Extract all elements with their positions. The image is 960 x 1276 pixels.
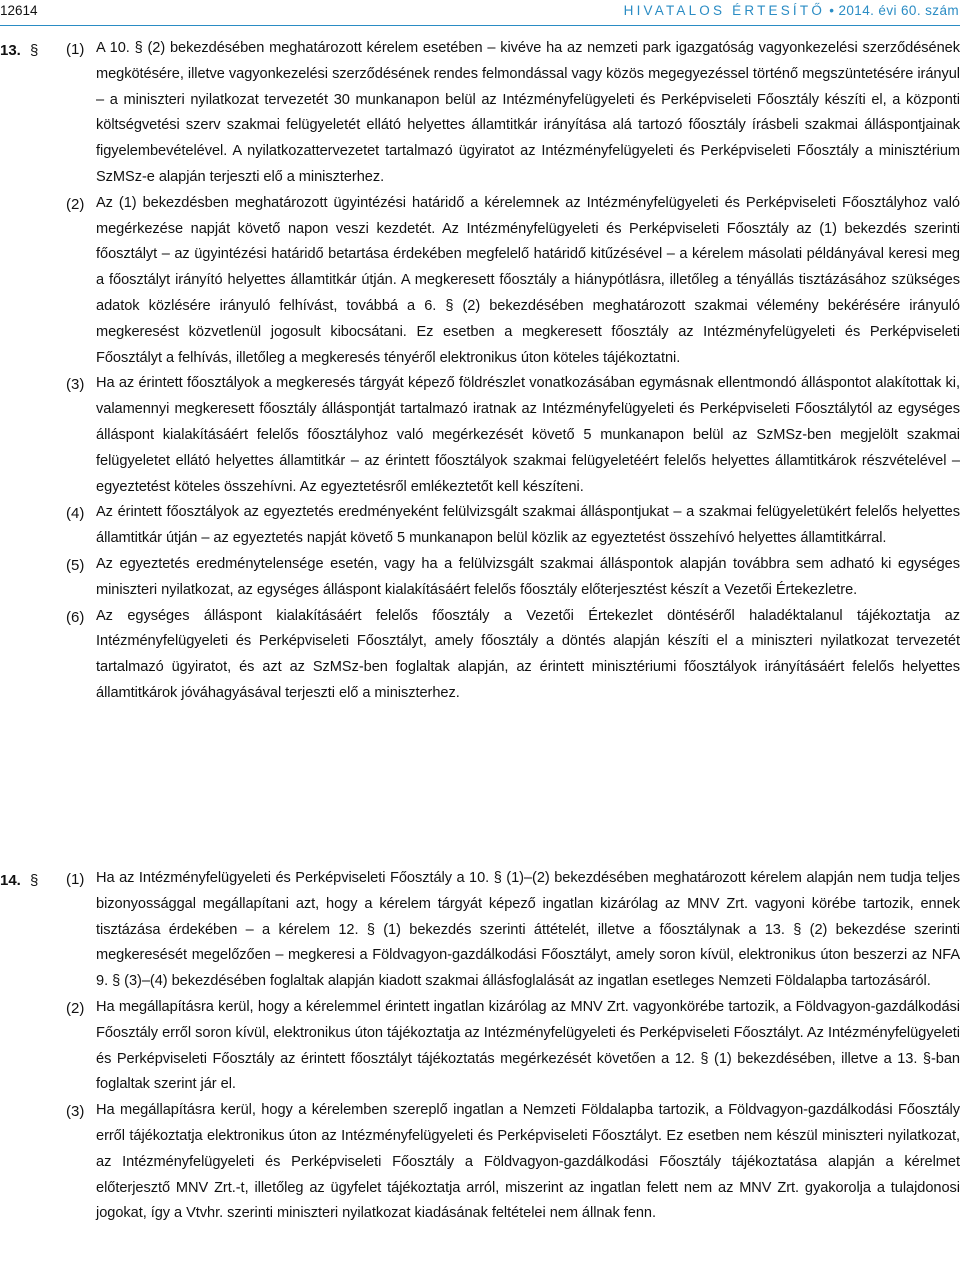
issue-label: 2014. évi 60. szám: [838, 3, 959, 18]
paragraph-14-3: [0, 1098, 960, 1227]
paragraph-13-4: [0, 500, 960, 552]
paragraph-number: (2): [66, 195, 85, 213]
paragraph-number: (4): [66, 505, 85, 523]
paragraph-number: (5): [66, 556, 85, 574]
separator-bullet: •: [829, 3, 835, 18]
paragraph-13-2: [0, 191, 960, 372]
paragraph-13-3: [0, 371, 960, 500]
paragraph-14-2: [0, 995, 960, 1098]
paragraph-text: A 10. § (2) bekezdésében meghatározott kérelem esetében – kivéve ha az nemzeti park igazgatóság vagyonkezelési szerződésének megkötésére, illetve vagyonkezelési szerződésének rendes felmondással vagy közös megegyezéssel történő megszüntetésére irányul – a miniszteri nyilatkozat tervezetét 30 munkanapon belül az Intézményfelügyeleti és Perképviseleti Főosztály készíti el, a központi költségvetési szerv szakmai felügyeletét ellátó helyettes államtitkár irányítása alá tartozó főosztály írásbeli szakmai álláspontjainak figyelembevételével. A nyilatkozattervezetet tartalmazó ügyiratot az Intézményfelügyeleti és Perképviseleti Főosztály a minisztérium SzMSz-e alapján terjeszti elő a miniszterhez.: [96, 40, 960, 185]
paragraph-number: (1): [66, 871, 85, 888]
journal-name: HIVATALOS ÉRTESÍTŐ: [623, 3, 826, 18]
section-13: [0, 36, 960, 707]
journal-title-line: [624, 3, 959, 18]
page-number: 12614: [0, 3, 38, 18]
section-number: 14.: [0, 872, 21, 889]
paragraph-14-1: [0, 866, 960, 995]
paragraph-text: Ha az Intézményfelügyeleti és Perképviseleti Főosztály a 10. § (1)–(2) bekezdésében meghatározott kérelem alapján nem tudja teljes bizonyossággal megállapítani azt, hogy a kérelem tárgyát képező ingatlan kizárólag az MNV Zrt. vagyoni körébe tartozik, ennek tisztázása érdekében – a kérelem 12. § (1) bekezdés szerinti áttételét, illetve a főosztálynak a 13. § (2) bekezdése szerinti megkeresését megelőzően – megkeresi a Földvagyon-gazdálkodási Főosztályt, amely soron kívül, elektronikus úton beszerzi az NFA 9. § (3)–(4) bekezdésében foglaltak alapján kiadott szakmai állásfoglalását az ingatlan esetleges Nemzeti Földalapba tartozásáról.: [96, 870, 960, 990]
page-header: [0, 0, 960, 28]
paragraph-number: (2): [66, 999, 85, 1017]
paragraph-number: (6): [66, 608, 85, 626]
paragraph-13-6: [0, 604, 960, 707]
paragraph-text: Az érintett főosztályok az egyeztetés eredményeként felülvizsgált szakmai álláspontjukat – a szakmai felügyeletükért felelős helyettes államtitkár útján – az egyeztetés napját követő 5 munkanapon belül közlik az egyeztetést összehívó helyettes államtitkárral.: [96, 504, 960, 547]
paragraph-number: (3): [66, 376, 85, 394]
paragraph-text: Az egységes álláspont kialakításáért felelős főosztály a Vezetői Értekezlet döntéséről haladéktalanul tájékoztatja az Intézményfelügyeleti és Perképviseleti Főosztályt, amely főosztály a döntés alapján készíti el a miniszteri nyilatkozat tervezetét tartalmazó ügyiratot, és azt az SzMSz-ben foglaltak alapján, az érintett minisztériumi főosztályok irányításáért felelős helyettes államtitkárok jóváhagyásával terjeszti elő a miniszterhez.: [96, 607, 960, 701]
paragraph-text: Ha megállapításra kerül, hogy a kérelemben szereplő ingatlan a Nemzeti Földalapba tartozik, a Földvagyon-gazdálkodási Főosztály erről tájékoztatja elektronikus úton az Intézményfelügyeleti és Perképviseleti Főosztályt. Ez esetben nem készül miniszteri nyilatkozat, az Intézményfelügyeleti és Perképviseleti Főosztály a Földvagyon-gazdálkodási Főosztály tájékoztatása alapján a kérelmet előterjesztő MNV Zrt.-t, illetőleg az ügyfelet tájékoztatja arról, miszerint az ingatlan felett nem az MNV Zrt. gyakorolja a tulajdonosi jogokat, így a Vtvhr. szerinti miniszteri nyilatkozat kiadásának feltételei nem állnak fenn.: [96, 1102, 960, 1222]
paragraph-text: Az egyeztetés eredménytelensége esetén, vagy ha a felülvizsgált szakmai álláspontok alapján továbbra sem adható ki egységes miniszteri nyilatkozat, az egységes álláspont kialakításáért felelős főosztály előterjesztést készít a Vezetői Értekezletre.: [96, 555, 960, 598]
section-sign: §: [30, 42, 39, 59]
header-rule: [0, 25, 960, 26]
paragraph-13-5: [0, 552, 960, 604]
paragraph-text: Az (1) bekezdésben meghatározott ügyintézési határidő a kérelemnek az Intézményfelügyeleti és Perképviseleti Főosztályhoz való megérkezése napját követő napon veszi kezdetét. Az Intézményfelügyeleti és Perképviseleti Főosztály az (1) bekezdés szerinti főosztályt – az ügyintézési határidő betartása érdekében megfelelő határidő kitűzésével – a kérelem másolati példányával keresi meg a főosztályt irányító helyettes államtitkár útján. A megkeresett főosztály a hiánypótlásra, illetőleg a tényállás tisztázásához szükséges adatok közlésére irányuló felhívást, továbbá a 6. § (2) bekezdésében meghatározott szakmai vélemény bekérésére irányuló megkeresést közvetlenül jogosult kibocsátani. Ez esetben a megkeresett főosztály az Intézményfelügyeleti és Perképviseleti Főosztályt a felhívás, illetőleg a megkeresés tényéről elektronikus úton köteles tájékoztatni.: [96, 194, 960, 366]
paragraph-text: Ha az érintett főosztályok a megkeresés tárgyát képező földrészlet vonatkozásában egymásnak ellentmondó álláspontot alakítottak ki, valamennyi megkeresett főosztály álláspontját tartalmazó iratnak az Intézményfelügyeleti és Perképviseleti Főosztálytól az egységes álláspont kialakításáért felelős főosztályhoz való megérkezését követő 5 munkanapon belül az SzMSz-ben megjelölt szakmai felügyeletet ellátó helyettes államtitkár – az érintett főosztályok szakmai felügyeletéért felelős helyettes államtitkárok részvételével – egyeztetést köteles összehívni. Az egyeztetésről emlékeztetőt kell készíteni.: [96, 375, 960, 495]
section-14: [0, 866, 960, 1227]
paragraph-number: (1): [66, 41, 85, 58]
paragraph-13-1: [0, 36, 960, 191]
section-number: 13.: [0, 42, 21, 59]
paragraph-number: (3): [66, 1103, 85, 1121]
paragraph-text: Ha megállapításra kerül, hogy a kérelemmel érintett ingatlan kizárólag az MNV Zrt. vagyonkörébe tartozik, a Földvagyon-gazdálkodási Főosztály erről soron kívül, elektronikus úton tájékoztatja az Intézményfelügyeleti és Perképviseleti Főosztályt. Az Intézményfelügyeleti és Perképviseleti Főosztály az érintett főosztályt tájékoztatás megérkezését követően a 12. § (1) bekezdésében, illetve a 13. §-ban foglaltak szerint jár el.: [96, 998, 960, 1093]
section-sign: §: [30, 872, 39, 889]
